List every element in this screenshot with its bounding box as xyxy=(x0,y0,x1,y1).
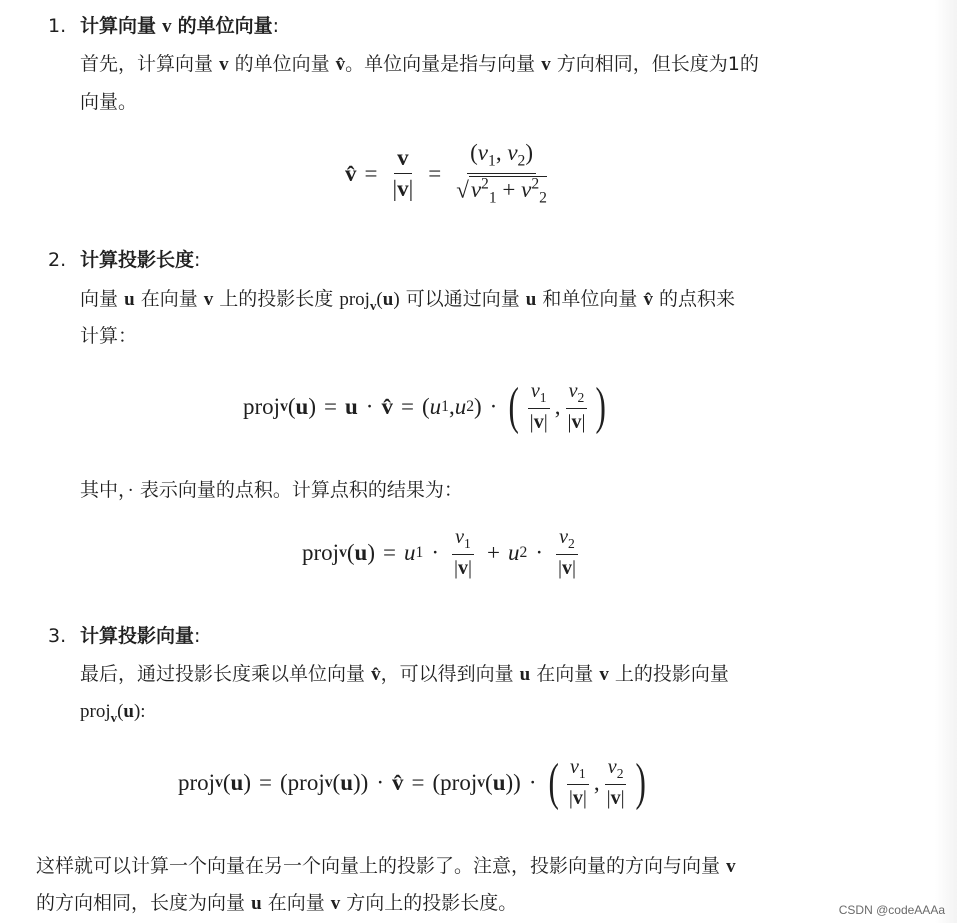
equation-dot-product-result: proj v ( u ) = u 1 · $\frac{v_1}{|v|}$ + u 2 · $\frac{v_2}{|v|}$ xyxy=(302,526,577,579)
step-3-paragraph: 最后，通过投影长度乘以单位向量 v̂，可以得到向量 u 在向量 v 上的投影向量 xyxy=(80,663,729,685)
step-1-paragraph: 首先，计算向量 v 的单位向量 v̂。单位向量是指与向量 v 方向相同，但长度为1的 xyxy=(80,53,759,75)
step-1-title: 计算向量 v 的单位向量: xyxy=(80,15,280,37)
step-1-paragraph-line2: 向量。 xyxy=(80,91,138,113)
step-2-paragraph-line2: 计算： xyxy=(80,325,138,347)
step-2-paragraph: 向量 u 在向量 v 上的投影长度 proj$_v$(u) 可以通过向量 u 和单位向量 v̂ 的点积来 xyxy=(80,288,736,313)
step-3-title: 计算投影向量: xyxy=(80,625,201,647)
equation-unit-vector: v̂ = $\frac{v}{|v|}$ = $\frac{(v_1, v_2)}{√v^2_1 + v^2_2}$ xyxy=(345,140,547,207)
step-2-number: 2. xyxy=(48,249,67,271)
equation-projection-vector: proj v ( u ) = ( proj v ( u )) · v̂ = ( proj v ( u )) · ( $\frac{v_1}{|v|}$ , $\frac{v_2}{|v|}$ ) xyxy=(178,753,646,811)
right-edge-shade xyxy=(935,0,957,923)
conclusion-line-1: 这样就可以计算一个向量在另一个向量上的投影了。注意，投影向量的方向与向量 v xyxy=(36,855,736,877)
step-2-note: 其中，· 表示向量的点积。计算点积的结果为： xyxy=(80,479,463,501)
equation-projection-length: proj v ( u ) = u · v̂ = ( u 1 , u 2 ) · ( $\frac{v_1}{|v|}$ , $\frac{v_2}{|v|}$ ) xyxy=(243,377,607,435)
conclusion-line-2: 的方向相同，长度为向量 u 在向量 v 方向上的投影长度。 xyxy=(36,892,518,914)
step-3-paragraph-line2: proj$_v$(u): xyxy=(80,701,146,725)
step-1-number: 1. xyxy=(48,15,67,37)
watermark: CSDN @codeAAAa xyxy=(838,903,945,917)
step-3-number: 3. xyxy=(48,625,67,647)
step-2-title: 计算投影长度: xyxy=(80,249,201,271)
